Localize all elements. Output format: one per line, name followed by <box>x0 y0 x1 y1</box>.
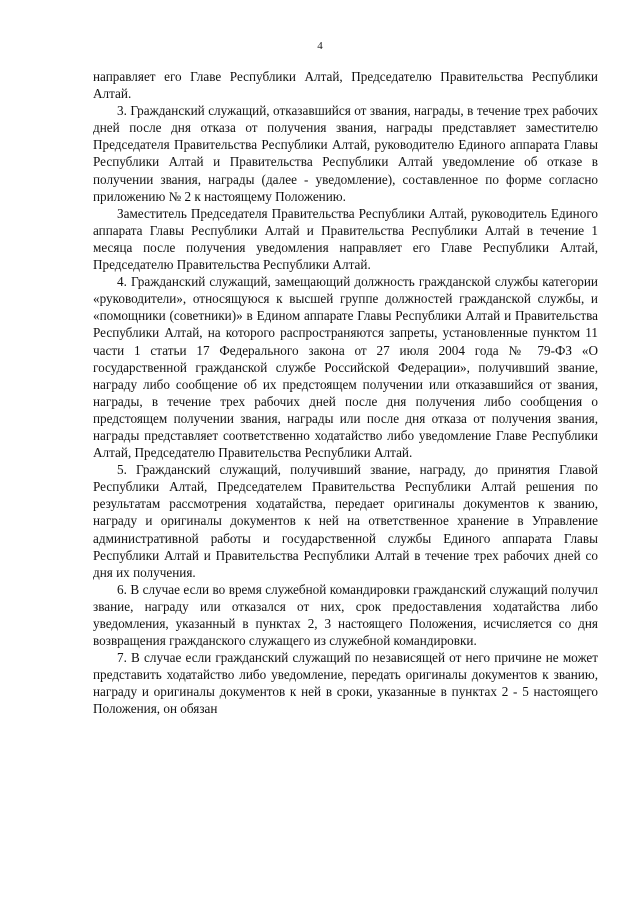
page-number: 4 <box>317 40 323 52</box>
paragraph-clause-7: 7. В случае если гражданский служащий по независящей от него причине не может представить ходатайство либо уведомление, передать оригиналы документов к званию, награду и оригиналы документов к ней в сроки, указанные в пунктах 2 - 5 настоящего Положения, он обязан <box>93 650 598 717</box>
paragraph-continuation: направляет его Главе Республики Алтай, Председателю Правительства Республики Алтай. <box>93 69 598 102</box>
paragraph-clause-4: 4. Гражданский служащий, замещающий должность гражданской службы категории «руководители», относящуюся к высшей группе должностей гражданской службы, и «помощники (советники)» в Едином аппарате Главы Республики Алтай и Правительства Республики Алтай, на которого распространяются запреты, установленные пунктом 11 части 1 статьи 17 Федерального закона от 27 июля 2004 года № 79-ФЗ «О государственной гражданской службе Российской Федерации», получивший звание, награду либо сообщение об их предстоящем получении или отказавшийся от звания, награды, в течение трех рабочих дней после дня получения либо сообщения о предстоящем получении звания, награды или после дня отказа от получения звания, награды представляет соответственно ходатайство либо уведомление Главе Республики Алтай, Председателю Правительства Республики Алтай. <box>93 274 598 461</box>
paragraph-clause-6: 6. В случае если во время служебной командировки гражданский служащий получил звание, награду или отказался от них, срок предоставления ходатайства либо уведомления, указанный в пунктах 2, 3 настоящего Положения, исчисляется со дня возвращения гражданского служащего из служебной командировки. <box>93 581 598 649</box>
paragraph-clause-5: 5. Гражданский служащий, получивший звание, награду, до принятия Главой Республики Алтай, Председателем Правительства Республики Алтай решения по результатам рассмотрения ходатайства, передает оригиналы документов к званию, награду и оригиналы документов к ней на ответственное хранение в Управление административной работы и государственной службы Единого аппарата Главы Республики Алтай и Правительства Республики Алтай в течение трех рабочих дней со дня их получения. <box>93 462 598 580</box>
document-body <box>93 68 598 718</box>
paragraph-clause-3-deputy: Заместитель Председателя Правительства Республики Алтай, руководитель Единого аппарата Главы Республики Алтай и Правительства Республики Алтай в течение 1 месяца после получения уведомления направляет его Главе Республики Алтай, Председателю Правительства Республики Алтай. <box>93 205 598 273</box>
paragraph-clause-3: 3. Гражданский служащий, отказавшийся от звания, награды, в течение трех рабочих дней после дня отказа от получения звания, награды представляет заместителю Председателя Правительства Республики Алтай, руководителю Единого аппарата Главы Республики Алтай и Правительства Республики Алтай уведомление об отказе в получении звания, награды (далее - уведомление), составленное по форме согласно приложению № 2 к настоящему Положению. <box>93 103 598 204</box>
